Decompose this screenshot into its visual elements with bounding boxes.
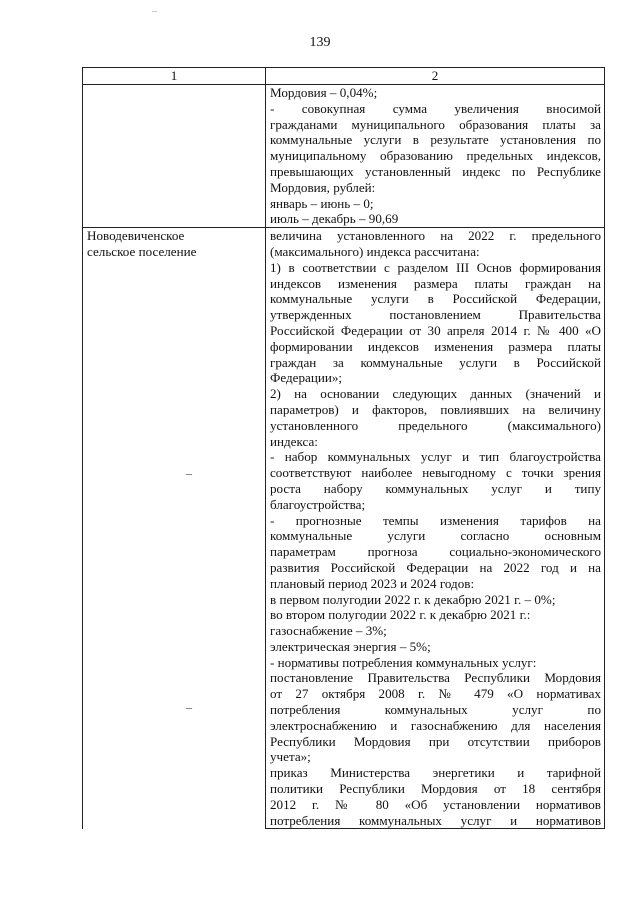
cell-text-line: - набор коммунальных услуг и тип благоустройства [270,449,601,465]
cell-text-line: параметрам прогноза социально-экономического [270,544,601,560]
cell-text-line: июль – декабрь – 90,69 [270,211,399,227]
cell-text-line: величина установленного на 2022 г. предельного [270,228,601,244]
cell-text-line: коммунальные услуги согласно основным [270,528,601,544]
cell-text-line: коммунальные услуги в Российской Федерации, [270,291,601,307]
scan-stray-mark: – [152,6,157,17]
cell-text-line: индекса: [270,433,318,449]
cell-text-line: муниципальному образованию предельных индексов, [270,148,601,164]
cell-text-line: 2) на основании следующих данных (значений и [270,386,601,402]
cell-text-line: граждан за коммунальные услуги в Российской [270,354,601,370]
index-description-cell [266,228,605,829]
cell-text-line: Федерации»; [270,370,343,386]
cell-text-line: электрическая энергия – 5%; [270,638,431,654]
cell-text-line: - совокупная сумма увеличения вносимой [270,100,601,116]
cell-text-line: развития Российской Федерации на 2022 год и на [270,559,601,575]
cell-text-line: превышающих установленный индекс по Республике [270,163,601,179]
table-body [83,85,605,829]
cell-text-line: утвержденных постановлением Правительства [270,307,601,323]
column-dash-mark: – [186,466,192,480]
cell-text-line: Мордовия – 0,04%; [270,85,378,100]
cell-text-line: индексов изменения размера платы граждан на [270,275,601,291]
cell-text-line: - нормативы потребления коммунальных услуг: [270,654,537,670]
cell-text-line: в первом полугодии 2022 г. к декабрю 2021 г. – 0%; [270,591,556,607]
column-header-2: 2 [266,68,605,85]
index-description-cell [266,85,605,228]
cell-text-line: Российской Федерации от 30 апреля 2014 г. № 400 «О [270,322,601,338]
cell-text-line: электроснабжению и газоснабжению для населения [270,717,601,733]
cell-text-line: соответствуют наиболее невыгодному с точки зрения [270,465,601,481]
table-row [83,85,605,228]
table-header-row [83,68,605,85]
cell-text-line: коммунальные услуги в результате установления по [270,132,601,148]
cell-text-line: роста набору коммунальных услуг и типу [270,480,601,496]
cell-text-line: гражданами муниципального образования платы за [270,116,601,132]
column-dash-mark: – [186,700,192,714]
cell-text-line: плановый период 2023 и 2024 годов: [270,575,475,591]
cell-text-line: - прогнозные темпы изменения тарифов на [270,512,601,528]
cell-text-line: Мордовия, рублей: [270,179,376,195]
page-number: 139 [309,35,331,50]
cell-text-line: от 27 октября 2008 г. № 479 «О нормативах [270,686,601,702]
cell-text-line: во втором полугодии 2022 г. к декабрю 2021 г.: [270,607,531,623]
settlement-name-cell [83,228,266,829]
cell-text-line: потребления коммунальных услуг и нормативов [270,812,601,828]
settlement-name-cell [83,85,266,228]
document-table [82,67,605,829]
cell-text-line: учета»; [270,749,311,765]
cell-text-line: благоустройства; [270,496,366,512]
cell-text-line: (максимального) индекса рассчитана: [270,243,480,259]
cell-text-line: Новодевиченское [87,228,185,244]
cell-text-line: 2012 г. № 80 «Об установлении нормативов [270,796,601,812]
cell-text-line: потребления коммунальных услуг по [270,702,601,718]
cell-text-line: сельское поселение [87,243,197,259]
cell-text-line: 1) в соответствии с разделом III Основ формирования [270,259,601,275]
cell-text-line: параметров) и факторов, повлиявших на величину [270,401,601,417]
cell-text-line: установленного предельного (максимального) [270,417,601,433]
cell-text-line: январь – июнь – 0; [270,195,374,211]
table-row [83,228,605,829]
cell-text-line: постановление Правительства Республики Мордовия [270,670,601,686]
column-header-1: 1 [83,68,266,85]
cell-text-line: формировании индексов изменения размера платы [270,338,601,354]
cell-text-line: политики Республики Мордовия от 18 сентября [270,781,601,797]
cell-text-line: Республики Мордовия при отсутствии приборов [270,733,601,749]
cell-text-line: газоснабжение – 3%; [270,623,387,639]
cell-text-line: приказ Министерства энергетики и тарифной [270,765,601,781]
